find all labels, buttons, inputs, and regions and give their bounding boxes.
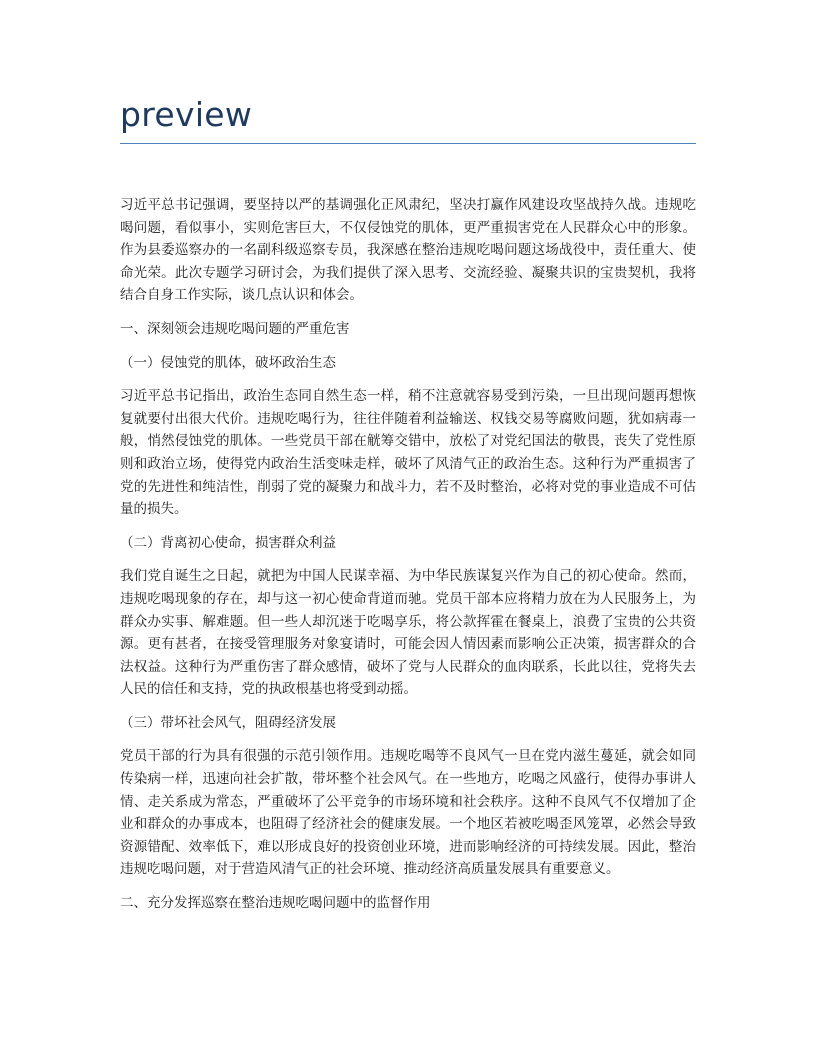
body-paragraph-1-2: 我们党自诞生之日起，就把为中国人民谋幸福、为中华民族谋复兴作为自己的初心使命。然而，违规吃喝现象的存在，却与这一初心使命背道而驰。党员干部本应将精力放在为人民服务上，为群众办实事、解难题。但一些人却沉迷于吃喝享乐，将公款挥霍在餐桌上，浪费了宝贵的公共资源。更有甚者，在接受管理服务对象宴请时，可能会因人情因素而影响公正决策，损害群众的合法权益。这种行为严重伤害了群众感情，破坏了党与人民群众的血肉联系，长此以往，党将失去人民的信任和支持，党的执政根基也将受到动摇。 <box>120 568 696 698</box>
section-heading-1: 一、深刻领会违规吃喝问题的严重危害 <box>120 320 350 337</box>
document-body <box>120 194 696 926</box>
subsection-heading-1-1: （一）侵蚀党的肌体，破坏政治生态 <box>120 354 336 371</box>
title-divider <box>120 143 696 144</box>
subsection-heading-1-3: （三）带坏社会风气，阻碍经济发展 <box>120 714 336 731</box>
body-paragraph-1-3: 党员干部的行为具有很强的示范引领作用。违规吃喝等不良风气一旦在党内滋生蔓延，就会如同传染病一样，迅速向社会扩散，带坏整个社会风气。在一些地方，吃喝之风盛行，使得办事讲人情、走关系成为常态，严重破坏了公平竞争的市场环境和社会秩序。这种不良风气不仅增加了企业和群众的办事成本，也阻碍了经济社会的健康发展。一个地区若被吃喝歪风笼罩，必然会导致资源错配、效率低下，难以形成良好的投资创业环境，进而影响经济的可持续发展。因此，整治违规吃喝问题，对于营造风清气正的社会环境、推动经济高质量发展具有重要意义。 <box>120 748 696 878</box>
intro-paragraph: 习近平总书记强调，要坚持以严的基调强化正风肃纪，坚决打赢作风建设攻坚战持久战。违规吃喝问题，看似事小，实则危害巨大，不仅侵蚀党的肌体，更严重损害党在人民群众心中的形象。作为县委巡察办的一名副科级巡察专员，我深感在整治违规吃喝问题这场战役中，责任重大、使命光荣。此次专题学习研讨会，为我们提供了深入思考、交流经验、凝聚共识的宝贵契机，我将结合自身工作实际，谈几点认识和体会。 <box>120 197 696 304</box>
section-heading-2: 二、充分发挥巡察在整治违规吃喝问题中的监督作用 <box>120 895 431 912</box>
subsection-heading-1-2: （二）背离初心使命，损害群众利益 <box>120 534 336 551</box>
body-paragraph-1-1: 习近平总书记指出，政治生态同自然生态一样，稍不注意就容易受到污染，一旦出现问题再想恢复就要付出很大代价。违规吃喝行为，往往伴随着利益输送、权钱交易等腐败问题，犹如病毒一般，悄然侵蚀党的肌体。一些党员干部在觥筹交错中，放松了对党纪国法的敬畏，丧失了党性原则和政治立场，使得党内政治生活变味走样，破坏了风清气正的政治生态。这种行为严重损害了党的先进性和纯洁性，削弱了党的凝聚力和战斗力，若不及时整治，必将对党的事业造成不可估量的损失。 <box>120 388 696 518</box>
document-title: preview <box>120 95 253 134</box>
